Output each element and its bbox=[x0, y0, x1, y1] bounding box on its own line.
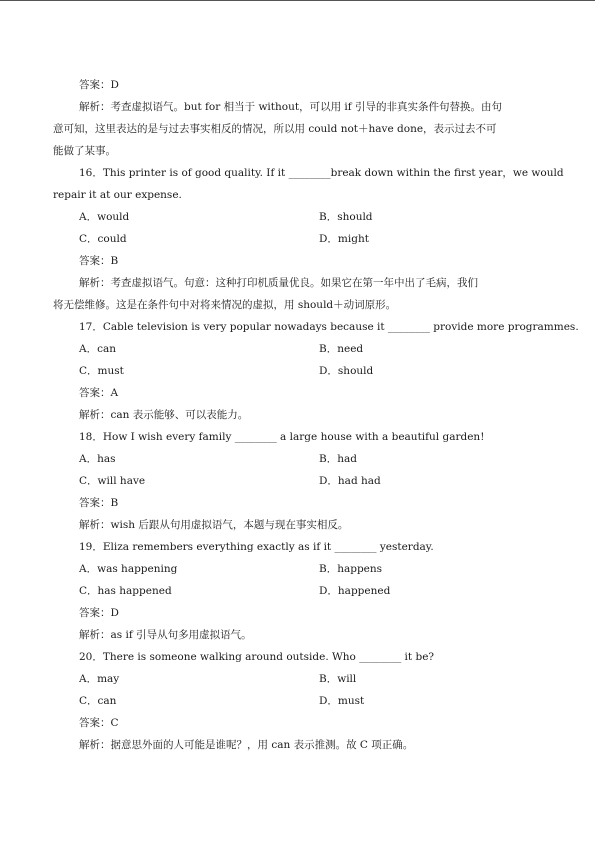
analysis-line: 将无偿维修。这是在条件句中对将来情况的虚拟，用 should＋动词原形。 bbox=[53, 299, 397, 311]
analysis-line: 解析：wish 后跟从句用虚拟语气，本题与现在事实相反。 bbox=[79, 519, 349, 531]
option-d: D．must bbox=[319, 695, 365, 707]
question-17 bbox=[79, 316, 579, 426]
question-stem: 16．This printer is of good quality. If it ________break down within the first year，we would bbox=[79, 167, 564, 179]
answer-line: 答案：D bbox=[79, 79, 119, 91]
options-row bbox=[79, 228, 541, 250]
top-rule bbox=[0, 0, 595, 1]
analysis-line: 意可知，这里表达的是与过去事实相反的情况，所以用 could not＋have done，表示过去不可 bbox=[53, 123, 497, 135]
option-d: D．happened bbox=[319, 585, 391, 597]
options-row bbox=[79, 580, 541, 602]
option-b: B．need bbox=[319, 343, 364, 355]
answer-line: 答案：C bbox=[79, 717, 119, 729]
options-row bbox=[79, 448, 541, 470]
question-stem: repair it at our expense. bbox=[53, 189, 182, 201]
question-stem: 19．Eliza remembers everything exactly as if it ________ yesterday. bbox=[79, 541, 434, 553]
question-stem: 20．There is someone walking around outside. Who ________ it be? bbox=[79, 651, 435, 663]
analysis-line: 解析：考查虚拟语气。but for 相当于 without，可以用 if 引导的非真实条件句替换。由句 bbox=[79, 101, 502, 113]
option-b: B．had bbox=[319, 453, 357, 465]
options-row bbox=[79, 690, 541, 712]
analysis-line: 解析：can 表示能够、可以表能力。 bbox=[79, 409, 249, 421]
analysis-line: 解析：考查虚拟语气。句意：这种打印机质量优良。如果它在第一年中出了毛病，我们 bbox=[79, 277, 478, 289]
answer-line: 答案：B bbox=[79, 255, 119, 267]
question-18 bbox=[79, 426, 541, 536]
answer-line: 答案：D bbox=[79, 607, 119, 619]
answer-line: 答案：A bbox=[79, 387, 119, 399]
option-a: A．has bbox=[79, 453, 116, 465]
option-a: A．would bbox=[79, 211, 130, 223]
analysis-line: 解析：据意思外面的人可能是谁呢？，用 can 表示推测。故 C 项正确。 bbox=[79, 739, 414, 751]
question-stem: 18．How I wish every family ________ a large house with a beautiful garden! bbox=[79, 431, 485, 443]
analysis-line: 能做了某事。 bbox=[53, 145, 116, 157]
option-b: B．should bbox=[319, 211, 373, 223]
options-row bbox=[79, 668, 541, 690]
option-a: A．can bbox=[79, 343, 116, 355]
option-b: B．will bbox=[319, 673, 357, 685]
options-row bbox=[79, 360, 541, 382]
options-row bbox=[79, 470, 541, 492]
document-page bbox=[53, 74, 579, 756]
question-16 bbox=[53, 162, 564, 316]
option-c: C．has happened bbox=[79, 585, 172, 597]
option-d: D．might bbox=[319, 233, 369, 245]
option-c: C．could bbox=[79, 233, 127, 245]
analysis-line: 解析：as if 引导从句多用虚拟语气。 bbox=[79, 629, 252, 641]
option-c: C．will have bbox=[79, 475, 146, 487]
option-a: A．may bbox=[79, 673, 120, 685]
option-d: D．should bbox=[319, 365, 374, 377]
answer-line: 答案：B bbox=[79, 497, 119, 509]
question-19 bbox=[79, 536, 541, 646]
option-d: D．had had bbox=[319, 475, 381, 487]
option-a: A．was happening bbox=[79, 563, 178, 575]
options-row bbox=[79, 206, 541, 228]
options-row bbox=[79, 338, 541, 360]
option-b: B．happens bbox=[319, 563, 383, 575]
question-stem: 17．Cable television is very popular nowadays because it ________ provide more programmes. bbox=[79, 321, 579, 333]
option-c: C．must bbox=[79, 365, 124, 377]
option-c: C．can bbox=[79, 695, 117, 707]
question-20 bbox=[79, 646, 541, 756]
options-row bbox=[79, 558, 541, 580]
